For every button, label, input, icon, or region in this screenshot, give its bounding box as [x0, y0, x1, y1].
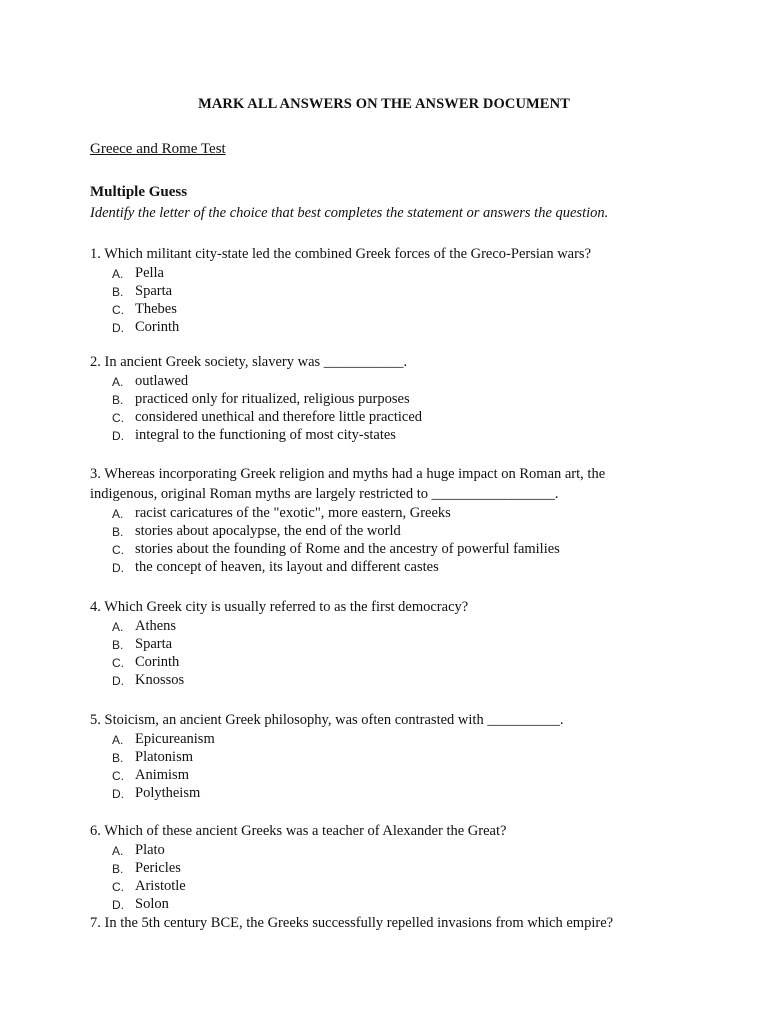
choice-letter: A.	[112, 844, 124, 858]
choice-a	[90, 730, 690, 748]
choice-a	[90, 617, 690, 635]
choice-text: Pericles	[135, 860, 181, 876]
choice-b	[90, 390, 690, 408]
choice-text: Sparta	[135, 283, 173, 299]
question-stem	[90, 821, 690, 841]
question-stem-line: 3. Whereas incorporating Greek religion and myths had a huge impact on Roman art, the	[90, 466, 606, 482]
choice-list	[90, 504, 690, 576]
choice-text: Epicureanism	[135, 731, 215, 747]
choice-letter: B.	[112, 862, 124, 876]
choice-c	[90, 540, 690, 558]
choice-d	[90, 784, 690, 802]
choice-letter: D.	[112, 429, 124, 443]
choice-d	[90, 426, 690, 444]
test-title: Greece and Rome Test	[90, 141, 226, 157]
choice-letter: C.	[112, 880, 124, 894]
question-7	[90, 913, 690, 933]
question-stem-line: 1. Which militant city-state led the combined Greek forces of the Greco-Persian wars?	[90, 246, 592, 262]
choice-d	[90, 671, 690, 689]
choice-text: Polytheism	[135, 785, 201, 801]
choice-text: the concept of heaven, its layout and different castes	[135, 559, 439, 575]
choice-text: Corinth	[135, 319, 180, 335]
choice-d	[90, 318, 690, 336]
choice-text: Sparta	[135, 636, 173, 652]
choice-list	[90, 617, 690, 689]
question-stem-line: 2. In ancient Greek society, slavery was ___________.	[90, 354, 408, 370]
choice-text: outlawed	[135, 373, 189, 389]
question-stem-line: 7. In the 5th century BCE, the Greeks successfully repelled invasions from which empire?	[90, 915, 614, 931]
choice-letter: C.	[112, 543, 124, 557]
question-2	[90, 352, 690, 444]
question-stem	[90, 710, 690, 730]
choice-d	[90, 558, 690, 576]
choice-a	[90, 841, 690, 859]
question-stem-line: 6. Which of these ancient Greeks was a teacher of Alexander the Great?	[90, 823, 507, 839]
choice-d	[90, 895, 690, 913]
choice-b	[90, 282, 690, 300]
section-instructions: Identify the letter of the choice that best completes the statement or answers the question.	[90, 205, 609, 221]
choice-text: racist caricatures of the "exotic", more eastern, Greeks	[135, 505, 451, 521]
choice-letter: A.	[112, 620, 124, 634]
choice-b	[90, 522, 690, 540]
choice-a	[90, 372, 690, 390]
section-title: Multiple Guess	[90, 184, 188, 200]
choice-letter: B.	[112, 751, 124, 765]
choice-letter: A.	[112, 507, 124, 521]
question-stem-line: 5. Stoicism, an ancient Greek philosophy, was often contrasted with __________.	[90, 712, 564, 728]
choice-letter: D.	[112, 898, 124, 912]
choice-letter: D.	[112, 674, 124, 688]
choice-text: Aristotle	[135, 878, 186, 894]
choice-text: stories about the founding of Rome and the ancestry of powerful families	[135, 541, 560, 557]
choice-letter: C.	[112, 411, 124, 425]
choice-letter: B.	[112, 285, 124, 299]
choice-b	[90, 635, 690, 653]
choice-letter: B.	[112, 525, 124, 539]
choice-text: Knossos	[135, 672, 185, 688]
choice-letter: C.	[112, 303, 124, 317]
choice-c	[90, 408, 690, 426]
choice-text: Plato	[135, 842, 165, 858]
choice-c	[90, 766, 690, 784]
question-3	[90, 464, 690, 576]
choice-a	[90, 264, 690, 282]
choice-a	[90, 504, 690, 522]
choice-text: Platonism	[135, 749, 194, 765]
choice-list	[90, 730, 690, 802]
choice-text: Solon	[135, 896, 169, 912]
question-stem	[90, 913, 690, 933]
page-header: MARK ALL ANSWERS ON THE ANSWER DOCUMENT	[198, 96, 570, 112]
question-stem	[90, 352, 690, 372]
choice-text: Thebes	[135, 301, 177, 317]
choice-list	[90, 372, 690, 444]
choice-text: Pella	[135, 265, 164, 281]
question-6	[90, 821, 690, 913]
choice-letter: A.	[112, 267, 124, 281]
choice-letter: D.	[112, 787, 124, 801]
choice-c	[90, 877, 690, 895]
choice-letter: B.	[112, 393, 124, 407]
choice-list	[90, 264, 690, 336]
choice-text: integral to the functioning of most city-states	[135, 427, 396, 443]
choice-c	[90, 300, 690, 318]
choice-letter: C.	[112, 656, 124, 670]
choice-text: Animism	[135, 767, 189, 783]
choice-list	[90, 841, 690, 913]
choice-text: Corinth	[135, 654, 180, 670]
choice-text: Athens	[135, 618, 177, 634]
question-4	[90, 597, 690, 689]
choice-b	[90, 748, 690, 766]
choice-letter: C.	[112, 769, 124, 783]
choice-text: stories about apocalypse, the end of the world	[135, 523, 401, 539]
question-1	[90, 244, 690, 336]
choice-letter: D.	[112, 561, 124, 575]
question-5	[90, 710, 690, 802]
question-stem	[90, 464, 690, 504]
question-stem	[90, 244, 690, 264]
choice-letter: D.	[112, 321, 124, 335]
question-stem-line: indigenous, original Roman myths are largely restricted to _________________.	[90, 486, 559, 502]
choice-b	[90, 859, 690, 877]
choice-text: practiced only for ritualized, religious purposes	[135, 391, 410, 407]
choice-c	[90, 653, 690, 671]
choice-letter: A.	[112, 733, 124, 747]
question-stem-line: 4. Which Greek city is usually referred to as the first democracy?	[90, 599, 469, 615]
question-stem	[90, 597, 690, 617]
choice-letter: A.	[112, 375, 124, 389]
choice-text: considered unethical and therefore little practiced	[135, 409, 423, 425]
choice-letter: B.	[112, 638, 124, 652]
